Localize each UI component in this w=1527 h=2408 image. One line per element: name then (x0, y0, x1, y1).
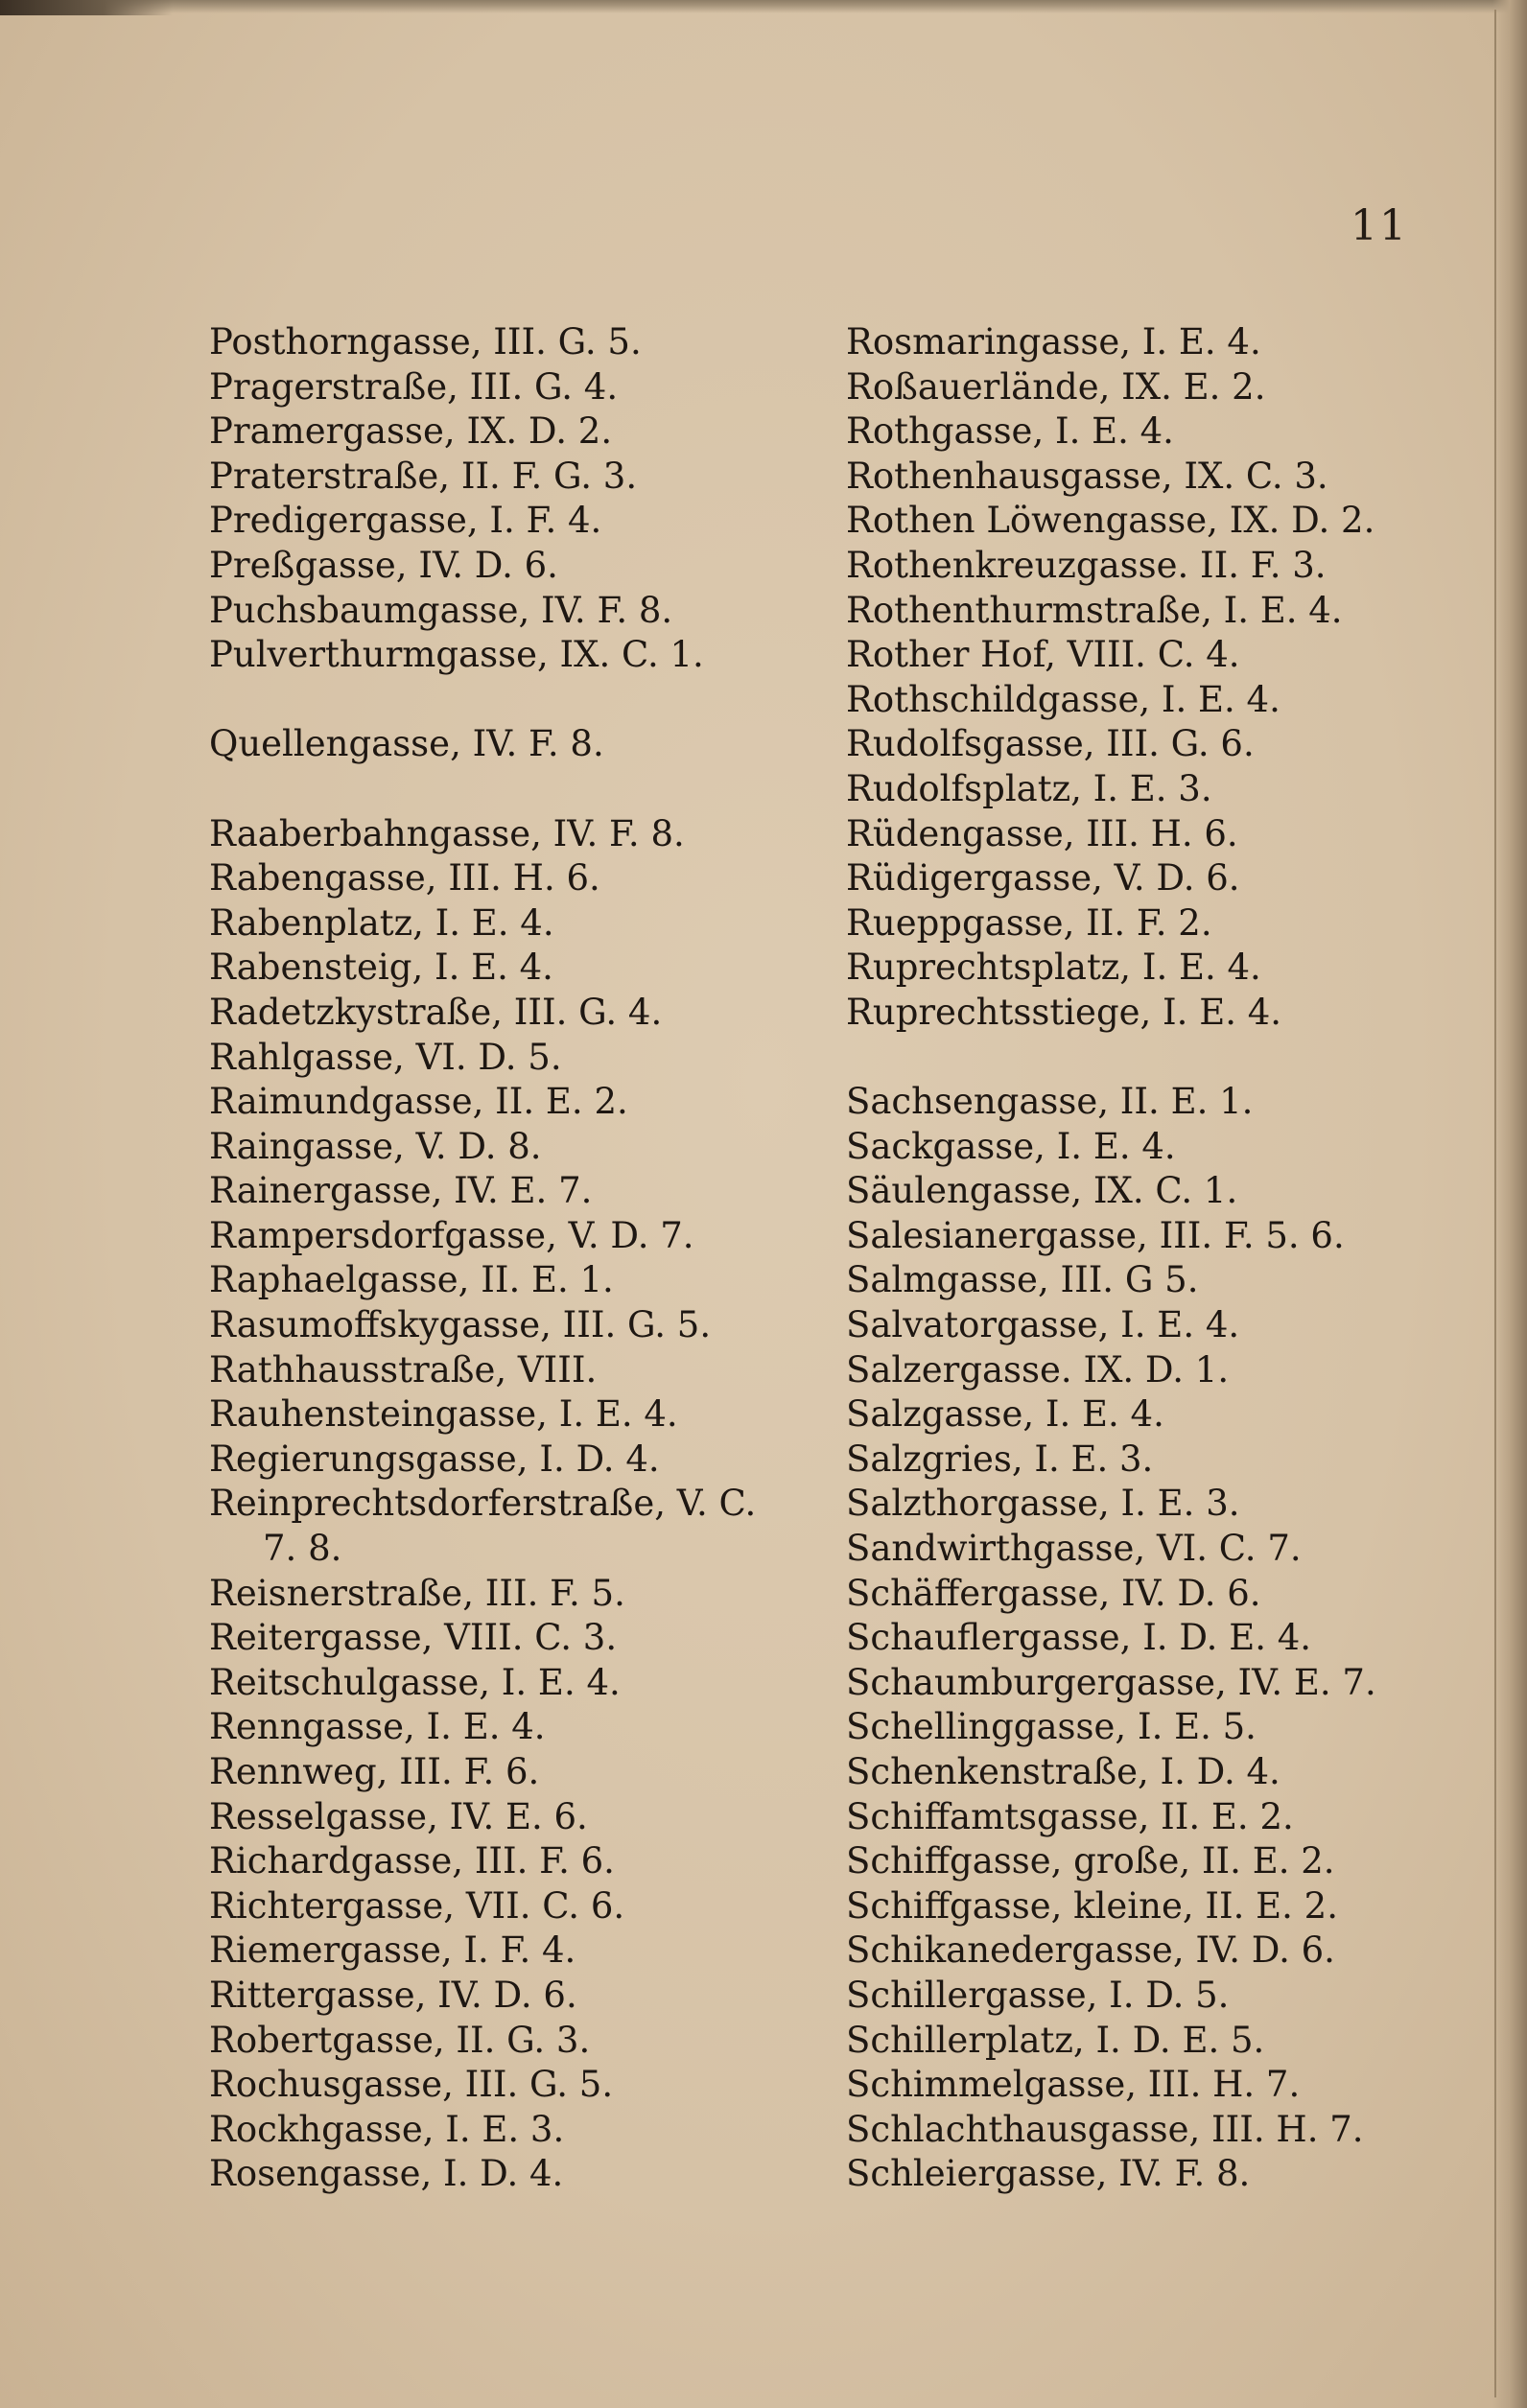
street-entry: Rothenhausgasse, IX. C. 3. (846, 455, 1328, 497)
street-entry: Richardgasse, III. F. 6. (209, 1840, 615, 1882)
street-entry: Reisnerstraße, III. F. 5. (209, 1572, 625, 1614)
street-entry: 7. 8. (263, 1528, 342, 1570)
street-entry: Rabengasse, III. H. 6. (209, 857, 600, 900)
street-entry: Rahlgasse, VI. D. 5. (209, 1036, 562, 1078)
street-entry: Robertgasse, II. G. 3. (209, 2019, 591, 2061)
street-entry: Rasumoffskygasse, III. G. 5. (209, 1304, 712, 1346)
street-entry: Richtergasse, VII. C. 6. (209, 1884, 625, 1927)
right-column (846, 320, 1479, 2197)
street-entry: Rothenthurmstraße, I. E. 4. (846, 589, 1343, 631)
street-entry: Ruprechtsstiege, I. E. 4. (846, 991, 1282, 1033)
street-entry: Salmgasse, III. G 5. (846, 1259, 1199, 1301)
street-entry: Pragerstraße, III. G. 4. (209, 365, 619, 408)
street-entry: Raaberbahngasse, IV. F. 8. (209, 812, 685, 854)
section-gap (209, 678, 833, 723)
street-entry: Rathhausstraße, VIII. (209, 1348, 598, 1391)
right-page-edge (1492, 0, 1527, 2408)
street-entry: Rabensteig, I. E. 4. (209, 947, 553, 989)
street-entry: Rauhensteingasse, I. E. 4. (209, 1393, 678, 1436)
top-edge-shadow (0, 0, 1527, 13)
street-entry: Schaumburgergasse, IV. E. 7. (846, 1661, 1376, 1703)
street-entry: Posthorngasse, III. G. 5. (209, 321, 642, 362)
street-entry: Salesianergasse, III. F. 5. 6. (846, 1214, 1345, 1256)
street-entry: Salzergasse. IX. D. 1. (846, 1348, 1230, 1391)
section-gap (209, 767, 833, 812)
street-entry: Rudolfsgasse, III. G. 6. (846, 723, 1255, 765)
street-entry: Säulengasse, IX. C. 1. (846, 1170, 1238, 1212)
binding-corner (0, 0, 173, 15)
street-entry: Rothgasse, I. E. 4. (846, 410, 1174, 453)
street-entry: Riemergasse, I. F. 4. (209, 1929, 576, 1972)
left-column (209, 320, 833, 2197)
street-entry: Rudolfsplatz, I. E. 3. (846, 767, 1212, 809)
street-entry: Schäffergasse, IV. D. 6. (846, 1572, 1261, 1614)
street-entry: Schellinggasse, I. E. 5. (846, 1706, 1257, 1748)
street-entry: Rosengasse, I. D. 4. (209, 2153, 564, 2195)
street-entry: Salzthorgasse, I. E. 3. (846, 1483, 1240, 1525)
street-entry: Schillergasse, I. D. 5. (846, 1974, 1230, 2016)
street-entry: Praterstraße, II. F. G. 3. (209, 455, 638, 497)
street-entry: Ruprechtsplatz, I. E. 4. (846, 947, 1261, 989)
street-entry: Radetzkystraße, III. G. 4. (209, 991, 663, 1033)
street-entry: Roßauerlände, IX. E. 2. (846, 365, 1266, 408)
street-entry: Puchsbaumgasse, IV. F. 8. (209, 589, 673, 631)
street-entry: Rother Hof, VIII. C. 4. (846, 634, 1240, 676)
street-entry: Pulverthurmgasse, IX. C. 1. (209, 634, 704, 676)
street-entry: Schiffgasse, kleine, II. E. 2. (846, 1884, 1338, 1927)
street-entry: Rosmaringasse, I. E. 4. (846, 321, 1261, 362)
street-entry: Rittergasse, IV. D. 6. (209, 1974, 577, 2016)
street-entry: Resselgasse, IV. E. 6. (209, 1795, 588, 1837)
street-entry: Sackgasse, I. E. 4. (846, 1125, 1176, 1167)
street-entry: Salzgasse, I. E. 4. (846, 1393, 1164, 1436)
street-entry: Rockhgasse, I. E. 3. (209, 2108, 565, 2150)
page-number: 11 (1351, 201, 1408, 250)
street-entry: Rothenkreuzgasse. II. F. 3. (846, 544, 1327, 586)
street-entry: Schimmelgasse, III. H. 7. (846, 2064, 1301, 2106)
street-entry: Raingasse, V. D. 8. (209, 1125, 542, 1167)
street-entry: Schenkenstraße, I. D. 4. (846, 1751, 1280, 1792)
street-entry: Rochusgasse, III. G. 5. (209, 2064, 614, 2106)
street-entry: Schiffamtsgasse, II. E. 2. (846, 1795, 1294, 1837)
street-entry: Sandwirthgasse, VI. C. 7. (846, 1528, 1302, 1570)
street-entry: Schlachthausgasse, III. H. 7. (846, 2108, 1364, 2150)
street-entry: Raphaelgasse, II. E. 1. (209, 1259, 614, 1301)
section-gap (846, 1036, 1479, 1081)
street-entry: Reitschulgasse, I. E. 4. (209, 1661, 621, 1703)
street-entry: Rainergasse, IV. E. 7. (209, 1170, 593, 1212)
street-entry: Rüdengasse, III. H. 6. (846, 812, 1238, 854)
street-entry: Regierungsgasse, I. D. 4. (209, 1438, 660, 1480)
street-entry: Rothschildgasse, I. E. 4. (846, 678, 1280, 720)
street-entry: Rennweg, III. F. 6. (209, 1751, 540, 1792)
street-entry: Reitergasse, VIII. C. 3. (209, 1617, 618, 1659)
street-entry: Rabenplatz, I. E. 4. (209, 901, 554, 944)
street-entry: Predigergasse, I. F. 4. (209, 500, 602, 542)
street-entry: Preßgasse, IV. D. 6. (209, 544, 558, 586)
street-entry: Schauflergasse, I. D. E. 4. (846, 1617, 1312, 1659)
street-entry: Salzgries, I. E. 3. (846, 1438, 1154, 1480)
street-entry: Reinprechtsdorferstraße, V. C. (209, 1483, 757, 1525)
street-entry: Quellengasse, IV. F. 8. (209, 723, 604, 765)
street-entry: Schiffgasse, große, II. E. 2. (846, 1840, 1335, 1882)
right-page-line (1494, 10, 1496, 2397)
street-entry: Schikanedergasse, IV. D. 6. (846, 1929, 1335, 1972)
street-entry: Pramergasse, IX. D. 2. (209, 410, 613, 453)
street-entry: Raimundgasse, II. E. 2. (209, 1081, 628, 1123)
street-entry: Rueppgasse, II. F. 2. (846, 901, 1212, 944)
street-entry: Rüdigergasse, V. D. 6. (846, 857, 1240, 900)
street-entry: Rampersdorfgasse, V. D. 7. (209, 1214, 694, 1256)
street-entry: Salvatorgasse, I. E. 4. (846, 1304, 1240, 1346)
street-entry: Renngasse, I. E. 4. (209, 1706, 546, 1748)
street-entry: Schillerplatz, I. D. E. 5. (846, 2019, 1265, 2061)
street-entry: Rothen Löwengasse, IX. D. 2. (846, 500, 1375, 542)
street-entry: Schleiergasse, IV. F. 8. (846, 2153, 1251, 2195)
street-entry: Sachsengasse, II. E. 1. (846, 1081, 1254, 1123)
